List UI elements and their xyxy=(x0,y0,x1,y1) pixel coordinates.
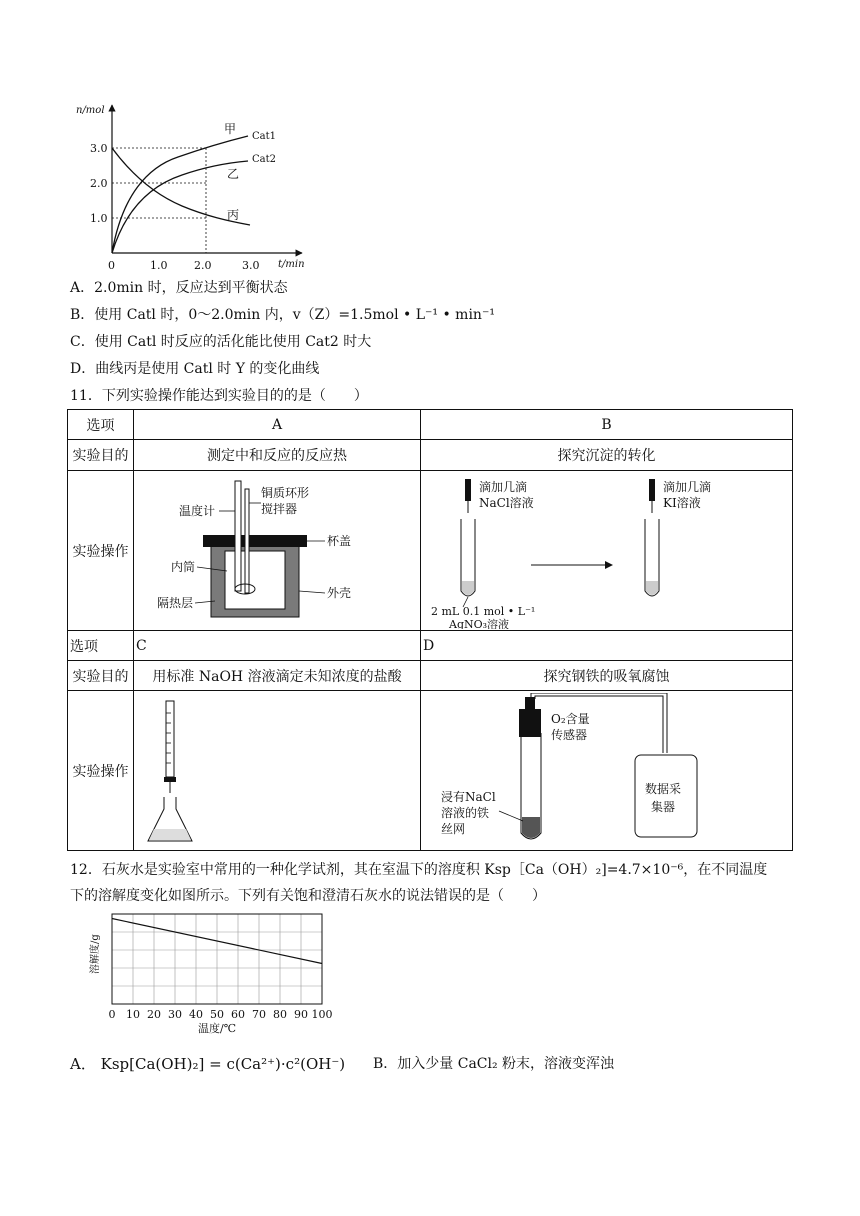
calorimeter-inner xyxy=(225,551,285,609)
label-mesh-1: 浸有NaCl xyxy=(440,789,496,804)
calorimeter-figure xyxy=(137,473,417,629)
q11-stem: 11．下列实验操作能达到实验目的的是（ ） xyxy=(70,388,368,404)
sensor-probe xyxy=(525,697,535,711)
chart2-x-tick: 0 xyxy=(108,1008,116,1021)
chart2-x-tick: 100 xyxy=(311,1008,333,1021)
label-inner: 内筒 xyxy=(171,559,196,574)
label-lid: 杯盖 xyxy=(327,533,352,548)
label-bing: 丙 xyxy=(227,208,240,222)
table-row xyxy=(68,440,793,471)
label-collector-1: 数据采 xyxy=(644,781,681,796)
cell-option-b: B xyxy=(421,410,793,440)
chart1-y-tick: 3.0 xyxy=(90,142,108,155)
label-shell: 外壳 xyxy=(327,585,352,600)
chart1-y-tick: 2.0 xyxy=(90,177,108,190)
option-a-formula: Ksp[Ca(OH)₂] = c(Ca²⁺)·c²(OH⁻) xyxy=(100,1055,346,1073)
chart2-x-tick: 20 xyxy=(147,1008,161,1021)
corrosion-figure xyxy=(427,693,787,849)
table-row xyxy=(68,410,793,440)
tube-1-liquid xyxy=(462,581,474,595)
cell-option-a: A xyxy=(134,410,421,440)
precipitate-figure xyxy=(427,473,787,629)
label-stirrer-2: 搅拌器 xyxy=(261,501,298,516)
chart1-x-tick: 1.0 xyxy=(150,259,168,272)
chart2-x-ticks xyxy=(109,1008,333,1021)
cell-purpose-a: 测定中和反应的反应热 xyxy=(134,440,421,471)
titration-figure xyxy=(136,693,416,849)
cell-option-d: D xyxy=(421,631,793,661)
label-collector-2: 集器 xyxy=(650,799,675,814)
chart2-x-tick: 90 xyxy=(294,1008,308,1021)
label-mesh-2: 溶液的铁 xyxy=(440,805,489,820)
cell-purpose-d: 探究钢铁的吸氧腐蚀 xyxy=(421,661,793,691)
chart2-x-tick: 40 xyxy=(189,1008,203,1021)
pointer-line xyxy=(499,811,523,821)
cell-purpose-label: 实验目的 xyxy=(68,661,134,691)
chart2-x-tick: 30 xyxy=(168,1008,182,1021)
label-solution-1: 2 mL 0.1 mol • L⁻¹ xyxy=(430,604,535,618)
burette xyxy=(166,701,174,777)
label-drop-1a: 滴加几滴 xyxy=(478,479,527,494)
cell-purpose-b: 探究沉淀的转化 xyxy=(421,440,793,471)
chart2-x-tick: 70 xyxy=(252,1008,266,1021)
chart2-x-label: 温度/℃ xyxy=(198,1022,237,1035)
cell-figure-a xyxy=(134,471,421,631)
q10-option-a: A．2.0min 时，反应达到平衡状态 xyxy=(70,280,288,296)
label-drop-1b: NaCl溶液 xyxy=(478,495,534,510)
chart2-x-tick: 80 xyxy=(273,1008,287,1021)
cell-option-label: 选项 xyxy=(68,410,134,440)
flask-liquid xyxy=(149,829,191,840)
q12-stem-line1: 12．石灰水是实验室中常用的一种化学试剂，其在室温下的溶度积 Ksp［Ca（OH）₂]=4.7×10⁻⁶，在不同温度 xyxy=(70,862,768,878)
cell-figure-d xyxy=(421,691,793,851)
chart2-x-tick: 10 xyxy=(126,1008,140,1021)
data-collector xyxy=(635,755,697,837)
stirrer-rod xyxy=(245,489,249,593)
tube-2-liquid xyxy=(646,581,658,595)
chart1-y-tick: 1.0 xyxy=(90,212,108,225)
pointer-line xyxy=(299,591,325,593)
stopper xyxy=(519,709,541,737)
chart1-x-label: t/min xyxy=(278,259,305,270)
chart2-y-label: 溶解度/g xyxy=(90,934,101,974)
q12-option-b: B．加入少量 CaCl₂ 粉末，溶液变浑浊 xyxy=(373,1056,615,1072)
cell-operation-label: 实验操作 xyxy=(68,691,134,851)
cell-option-label: 选项 xyxy=(68,631,134,661)
table-row xyxy=(68,661,793,691)
dropper-2 xyxy=(649,479,655,501)
solubility-chart xyxy=(80,908,340,1038)
label-drop-2b: KI溶液 xyxy=(662,495,701,510)
label-stirrer-1: 铜质环形 xyxy=(261,485,310,500)
table-row xyxy=(68,691,793,851)
chart1-x-tick: 2.0 xyxy=(194,259,212,272)
option-a-prefix: A． xyxy=(70,1055,96,1073)
curve-jia-cat1 xyxy=(112,136,248,253)
label-cat1: Cat1 xyxy=(252,131,276,142)
label-mesh-3: 丝网 xyxy=(440,821,465,836)
label-yi: 乙 xyxy=(227,167,240,181)
dropper-1 xyxy=(465,479,471,501)
cell-option-c: C xyxy=(134,631,421,661)
label-drop-2a: 滴加几滴 xyxy=(662,479,711,494)
cell-figure-c xyxy=(134,691,421,851)
chart1-x-tick: 0 xyxy=(108,259,115,272)
q12-option-a xyxy=(70,1054,345,1074)
q10-option-c: C．使用 Catl 时反应的活化能比使用 Cat2 时大 xyxy=(70,334,372,350)
label-sensor-1: O₂含量 xyxy=(550,711,590,726)
chart2-grid xyxy=(112,914,322,1004)
burette-stopcock xyxy=(164,777,176,782)
label-jia: 甲 xyxy=(224,122,237,136)
chart1-y-label: n/mol xyxy=(76,105,105,116)
label-cat2: Cat2 xyxy=(252,154,276,165)
thermometer xyxy=(235,481,241,591)
label-sensor-2: 传感器 xyxy=(550,727,587,742)
reaction-chart xyxy=(70,95,320,275)
cell-purpose-label: 实验目的 xyxy=(68,440,134,471)
chart1-x-tick: 3.0 xyxy=(242,259,260,272)
q10-option-d: D．曲线丙是使用 Catl 时 Y 的变化曲线 xyxy=(70,361,320,377)
q12-stem-line2: 下的溶解度变化如图所示。下列有关饱和澄清石灰水的说法错误的是（ ） xyxy=(70,888,546,904)
table-row xyxy=(68,471,793,631)
iron-mesh xyxy=(522,817,540,838)
arrow-head xyxy=(605,561,613,569)
table-row xyxy=(68,631,793,661)
cell-operation-label: 实验操作 xyxy=(68,471,134,631)
cell-figure-b xyxy=(421,471,793,631)
label-solution-2: AgNO₃溶液 xyxy=(448,617,509,629)
cell-purpose-c: 用标准 NaOH 溶液滴定未知浓度的盐酸 xyxy=(134,661,421,691)
label-insulation: 隔热层 xyxy=(157,595,194,610)
chart2-x-tick: 50 xyxy=(210,1008,224,1021)
q10-option-b: B．使用 Catl 时，0～2.0min 内，v（Z）=1.5mol • L⁻¹ • min⁻¹ xyxy=(70,307,495,323)
experiment-table xyxy=(67,409,793,851)
chart2-x-tick: 60 xyxy=(231,1008,245,1021)
label-thermometer: 温度计 xyxy=(179,503,216,518)
calorimeter-lid xyxy=(203,535,307,547)
